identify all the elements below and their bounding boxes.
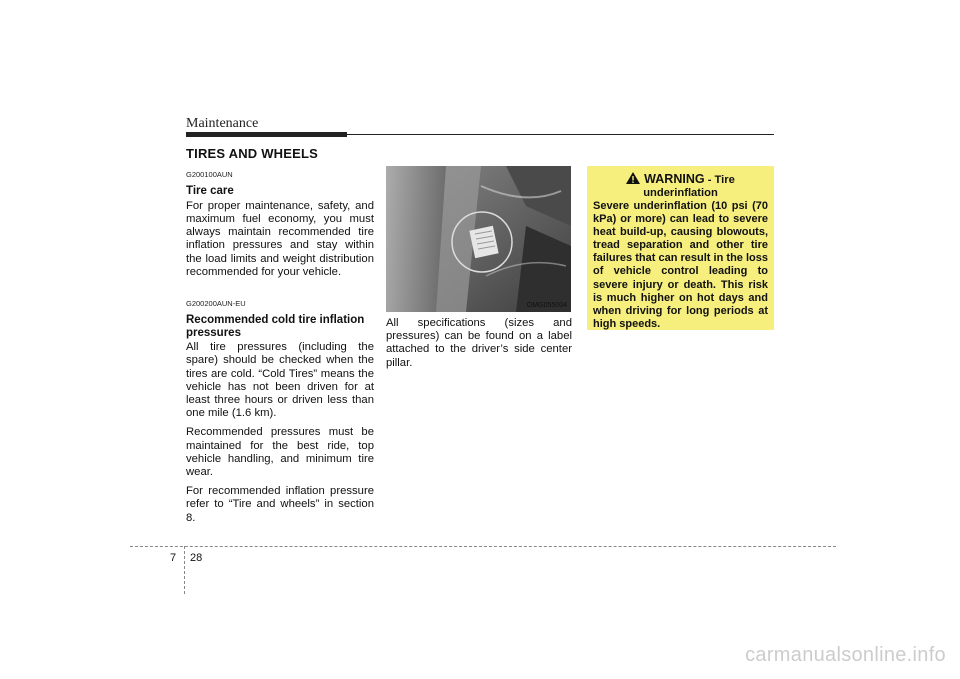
header-title: Maintenance [186, 116, 259, 131]
header-rule-thin [347, 134, 774, 135]
footer-divider [184, 546, 185, 594]
left-column [186, 168, 374, 531]
warning-title: - Tire underinflation [643, 174, 735, 199]
pillar-photo-illustration [386, 166, 571, 312]
cold-pressures-para-2: Recommended pressures must be maintained for the best ride, top vehicle handling, and minimum tire wear. [186, 426, 374, 478]
figure-code: OMG055004 [526, 302, 567, 309]
header-rule-thick [186, 132, 347, 137]
figure-caption: All specifications (sizes and pressures) can be found on a label attached to the driver’s side center pillar. [386, 317, 572, 369]
tire-care-body: For proper maintenance, safety, and maximum fuel economy, you must always maintain recommended tire inflation pressures and stay within the load limits and weight distribution recommended for your vehicle. [186, 199, 374, 278]
cold-pressures-code: G200200AUN-EU [186, 298, 246, 308]
warning-label: WARNING [644, 172, 705, 186]
chapter-number: 7 [170, 552, 177, 564]
tire-label-photo [386, 166, 571, 312]
watermark: carmanualsonline.info [745, 644, 946, 666]
warning-triangle-icon [626, 172, 640, 184]
cold-pressures-para-1: All tire pressures (including the spare) should be checked when the tires are cold. “Cold Tires” means the vehicle has not been driven for at least three hours or driven less than one mile (1.6 km). [186, 341, 374, 420]
warning-box [587, 166, 774, 330]
section-title: TIRES AND WHEELS [186, 146, 319, 161]
footer-rule [130, 546, 836, 547]
warning-header [593, 172, 768, 199]
tire-care-code: G200100AUN [186, 170, 233, 179]
tire-care-heading: Tire care [186, 185, 234, 198]
cold-pressures-para-3: For recommended inflation pressure refer to “Tire and wheels” in section 8. [186, 485, 374, 524]
middle-column [386, 317, 572, 376]
page-number: 28 [190, 552, 203, 564]
cold-pressures-heading: Recommended cold tire inflation pressures [186, 314, 365, 339]
warning-body: Severe underinflation (10 psi (70 kPa) or more) can lead to severe heat build-up, causing blowouts, tread separation and other tire failures that can result in the loss of vehicle control leading to severe injury or death. This risk is much higher on hot days and when driving for long periods at high speeds. [593, 200, 768, 330]
